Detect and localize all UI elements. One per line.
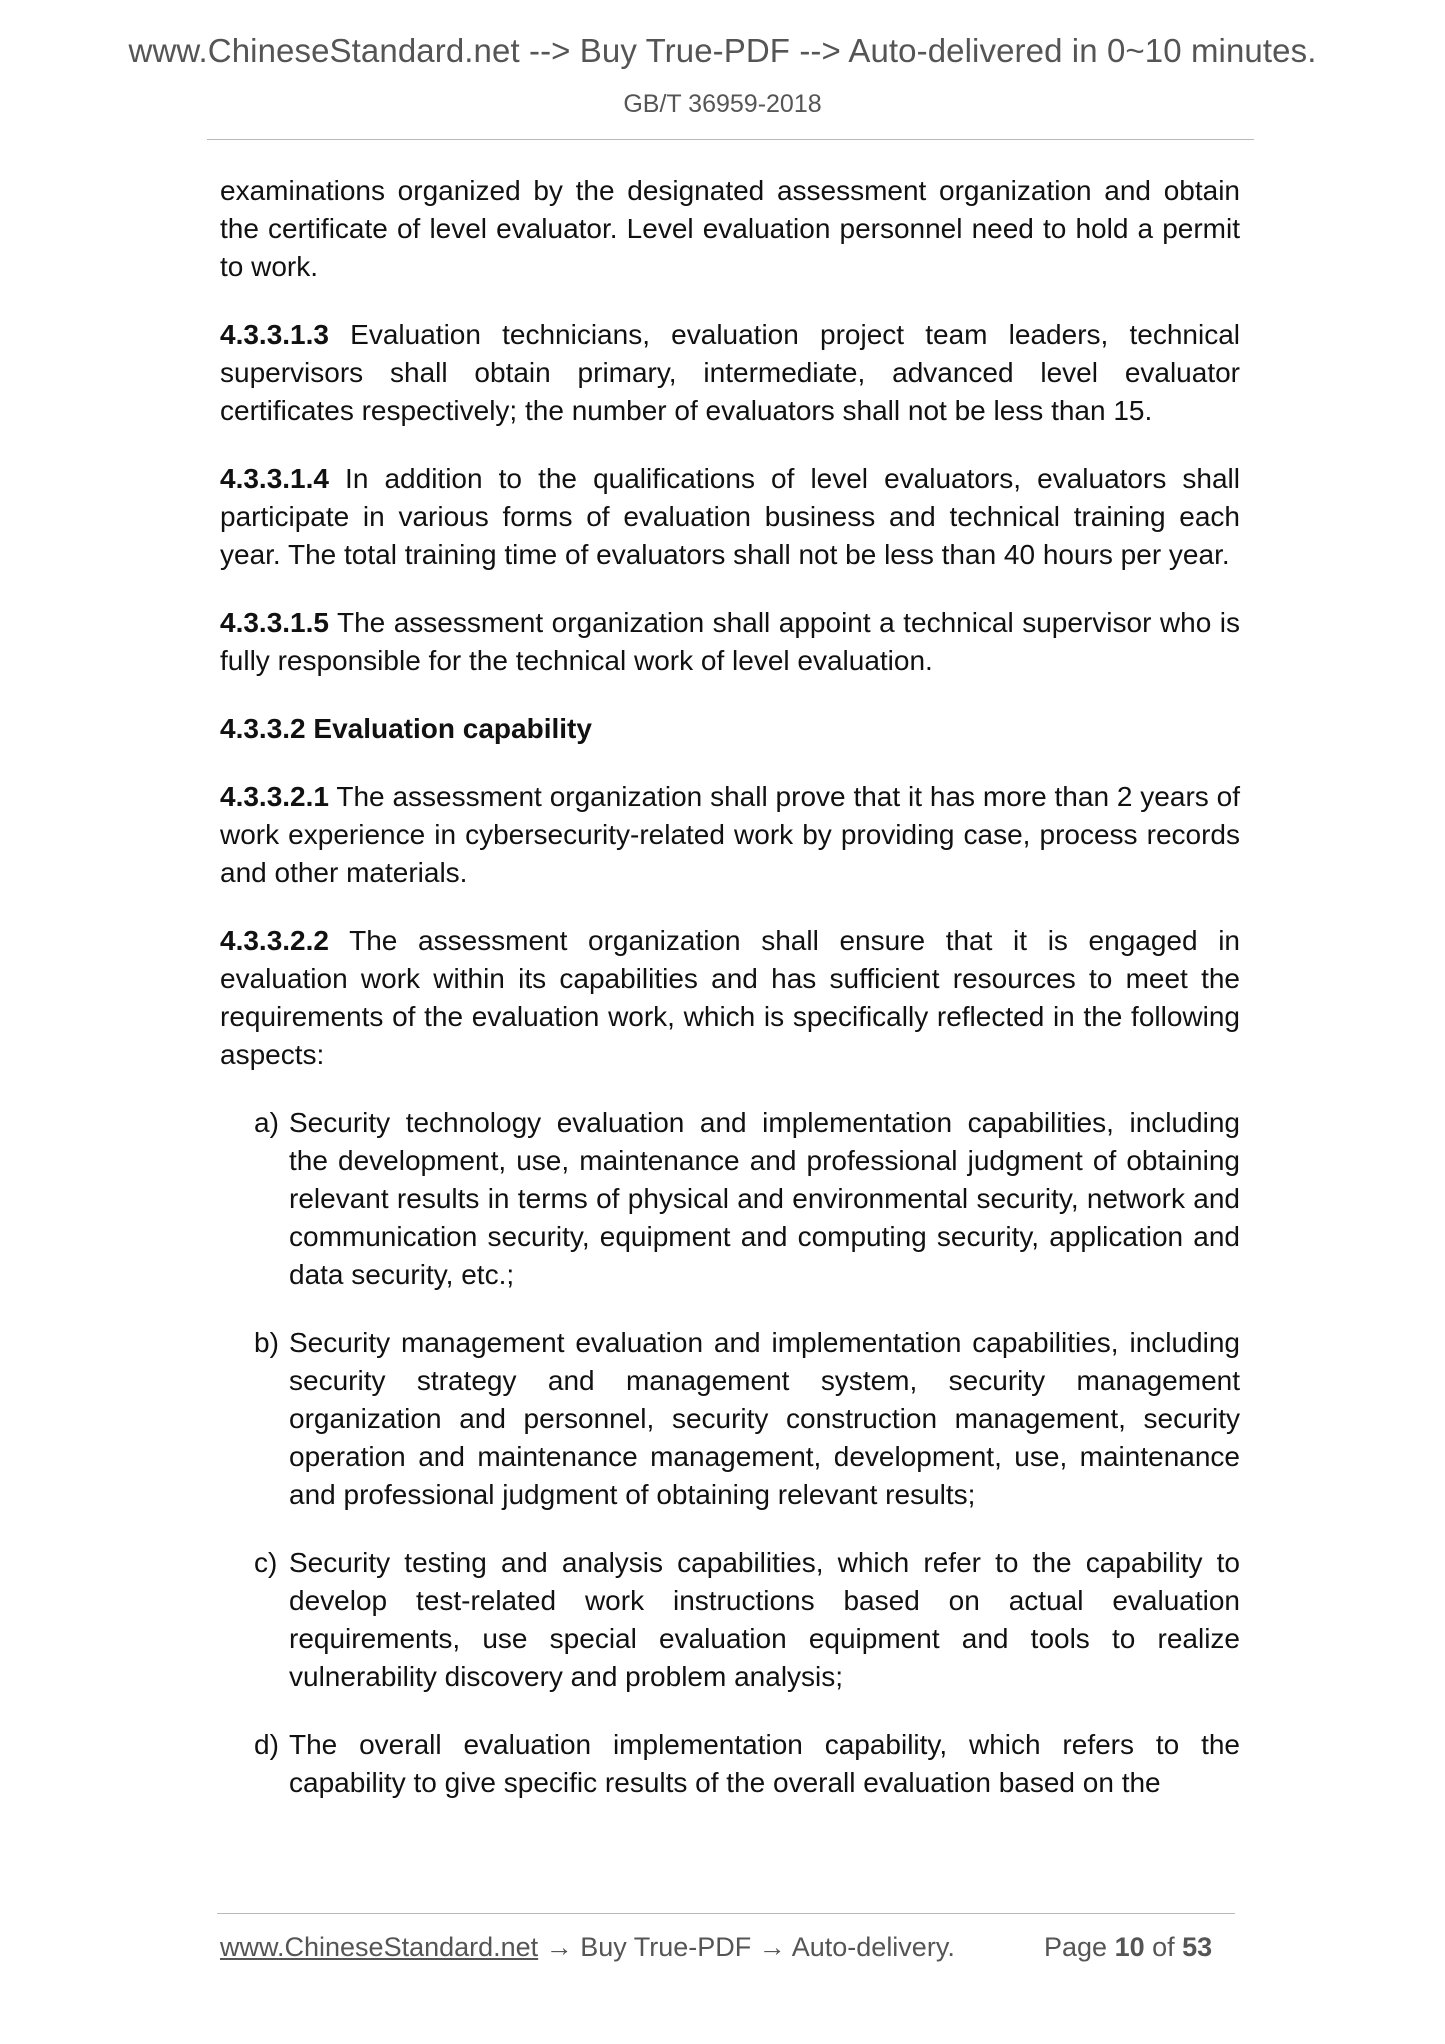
list-item-text: Security testing and analysis capabilities, which refer to the capability to develop test-related work instructions based on actual evaluation requirements, use special evaluation equipment and tools to realize vulnerability discovery and problem analysis; [289, 1547, 1240, 1692]
clause-number: 4.3.3.2.2 [220, 925, 329, 956]
clause-4-3-3-1-3 [220, 316, 1240, 430]
footer-divider [217, 1913, 1235, 1914]
clause-number: 4.3.3.2.1 [220, 781, 329, 812]
list-marker: b) [254, 1327, 279, 1358]
site-link[interactable]: www.ChineseStandard.net [220, 1932, 539, 1962]
page-indicator [1044, 1932, 1212, 1963]
clause-4-3-3-1-4 [220, 460, 1240, 574]
page-label: Page [1044, 1932, 1115, 1962]
clause-text: The assessment organization shall prove that it has more than 2 years of work experience in cybersecurity-related work by providing case, process records and other materials. [220, 781, 1240, 888]
clause-number: 4.3.3.1.5 [220, 607, 329, 638]
total-pages: 53 [1182, 1932, 1213, 1962]
of-label: of [1144, 1932, 1183, 1962]
footer-links [220, 1932, 955, 1963]
header-divider [207, 139, 1254, 140]
intro-paragraph: examinations organized by the designated assessment organization and obtain the certificate of level evaluator. Level evaluation personnel need to hold a permit to work. [220, 175, 1240, 282]
clause-text: In addition to the qualifications of level evaluators, evaluators shall participate in various forms of evaluation business and technical training each year. The total training time of evaluators shall not be less than 40 hours per year. [220, 463, 1240, 570]
clause-4-3-3-2-2 [220, 922, 1240, 1074]
capability-list [220, 1104, 1240, 1802]
clause-4-3-3-2-1 [220, 778, 1240, 892]
list-item-text: The overall evaluation implementation capability, which refers to the capability to give specific results of the overall evaluation based on the [289, 1729, 1240, 1798]
page-number: 10 [1114, 1932, 1145, 1962]
clause-text: Evaluation technicians, evaluation project team leaders, technical supervisors shall obtain primary, intermediate, advanced level evaluator certificates respectively; the number of evaluators shall not be less than 15. [220, 319, 1240, 426]
list-item [220, 1726, 1240, 1802]
top-banner: www.ChineseStandard.net --> Buy True-PDF --> Auto-delivered in 0~10 minutes. [128, 32, 1317, 69]
list-item [220, 1104, 1240, 1294]
list-item [220, 1544, 1240, 1696]
clause-number: 4.3.3.1.3 [220, 319, 329, 350]
standard-code: GB/T 36959-2018 [623, 90, 822, 118]
clause-text: The assessment organization shall ensure that it is engaged in evaluation work within its capabilities and has sufficient resources to meet the requirements of the evaluation work, which is specifically reflected in the following aspects: [220, 925, 1240, 1070]
list-marker: c) [254, 1547, 278, 1578]
list-item-text: Security technology evaluation and implementation capabilities, including the development, use, maintenance and professional judgment of obtaining relevant results in terms of physical and environmental security, network and communication security, equipment and computing security, application and data security, etc.; [289, 1107, 1240, 1290]
list-item [220, 1324, 1240, 1514]
list-marker: d) [254, 1729, 279, 1760]
clause-4-3-3-1-5 [220, 604, 1240, 680]
document-body [220, 172, 1240, 1832]
list-item-text: Security management evaluation and implementation capabilities, including security strategy and management system, security management organization and personnel, security construction management, security operation and maintenance management, development, use, maintenance and professional judgment of obtaining relevant results; [289, 1327, 1240, 1510]
clause-number: 4.3.3.1.4 [220, 463, 329, 494]
section-heading: 4.3.3.2 Evaluation capability [220, 713, 592, 744]
list-marker: a) [254, 1107, 279, 1138]
clause-text: The assessment organization shall appoint a technical supervisor who is fully responsible for the technical work of level evaluation. [220, 607, 1240, 676]
footer-tagline: → Buy True-PDF → Auto-delivery. [538, 1932, 955, 1962]
